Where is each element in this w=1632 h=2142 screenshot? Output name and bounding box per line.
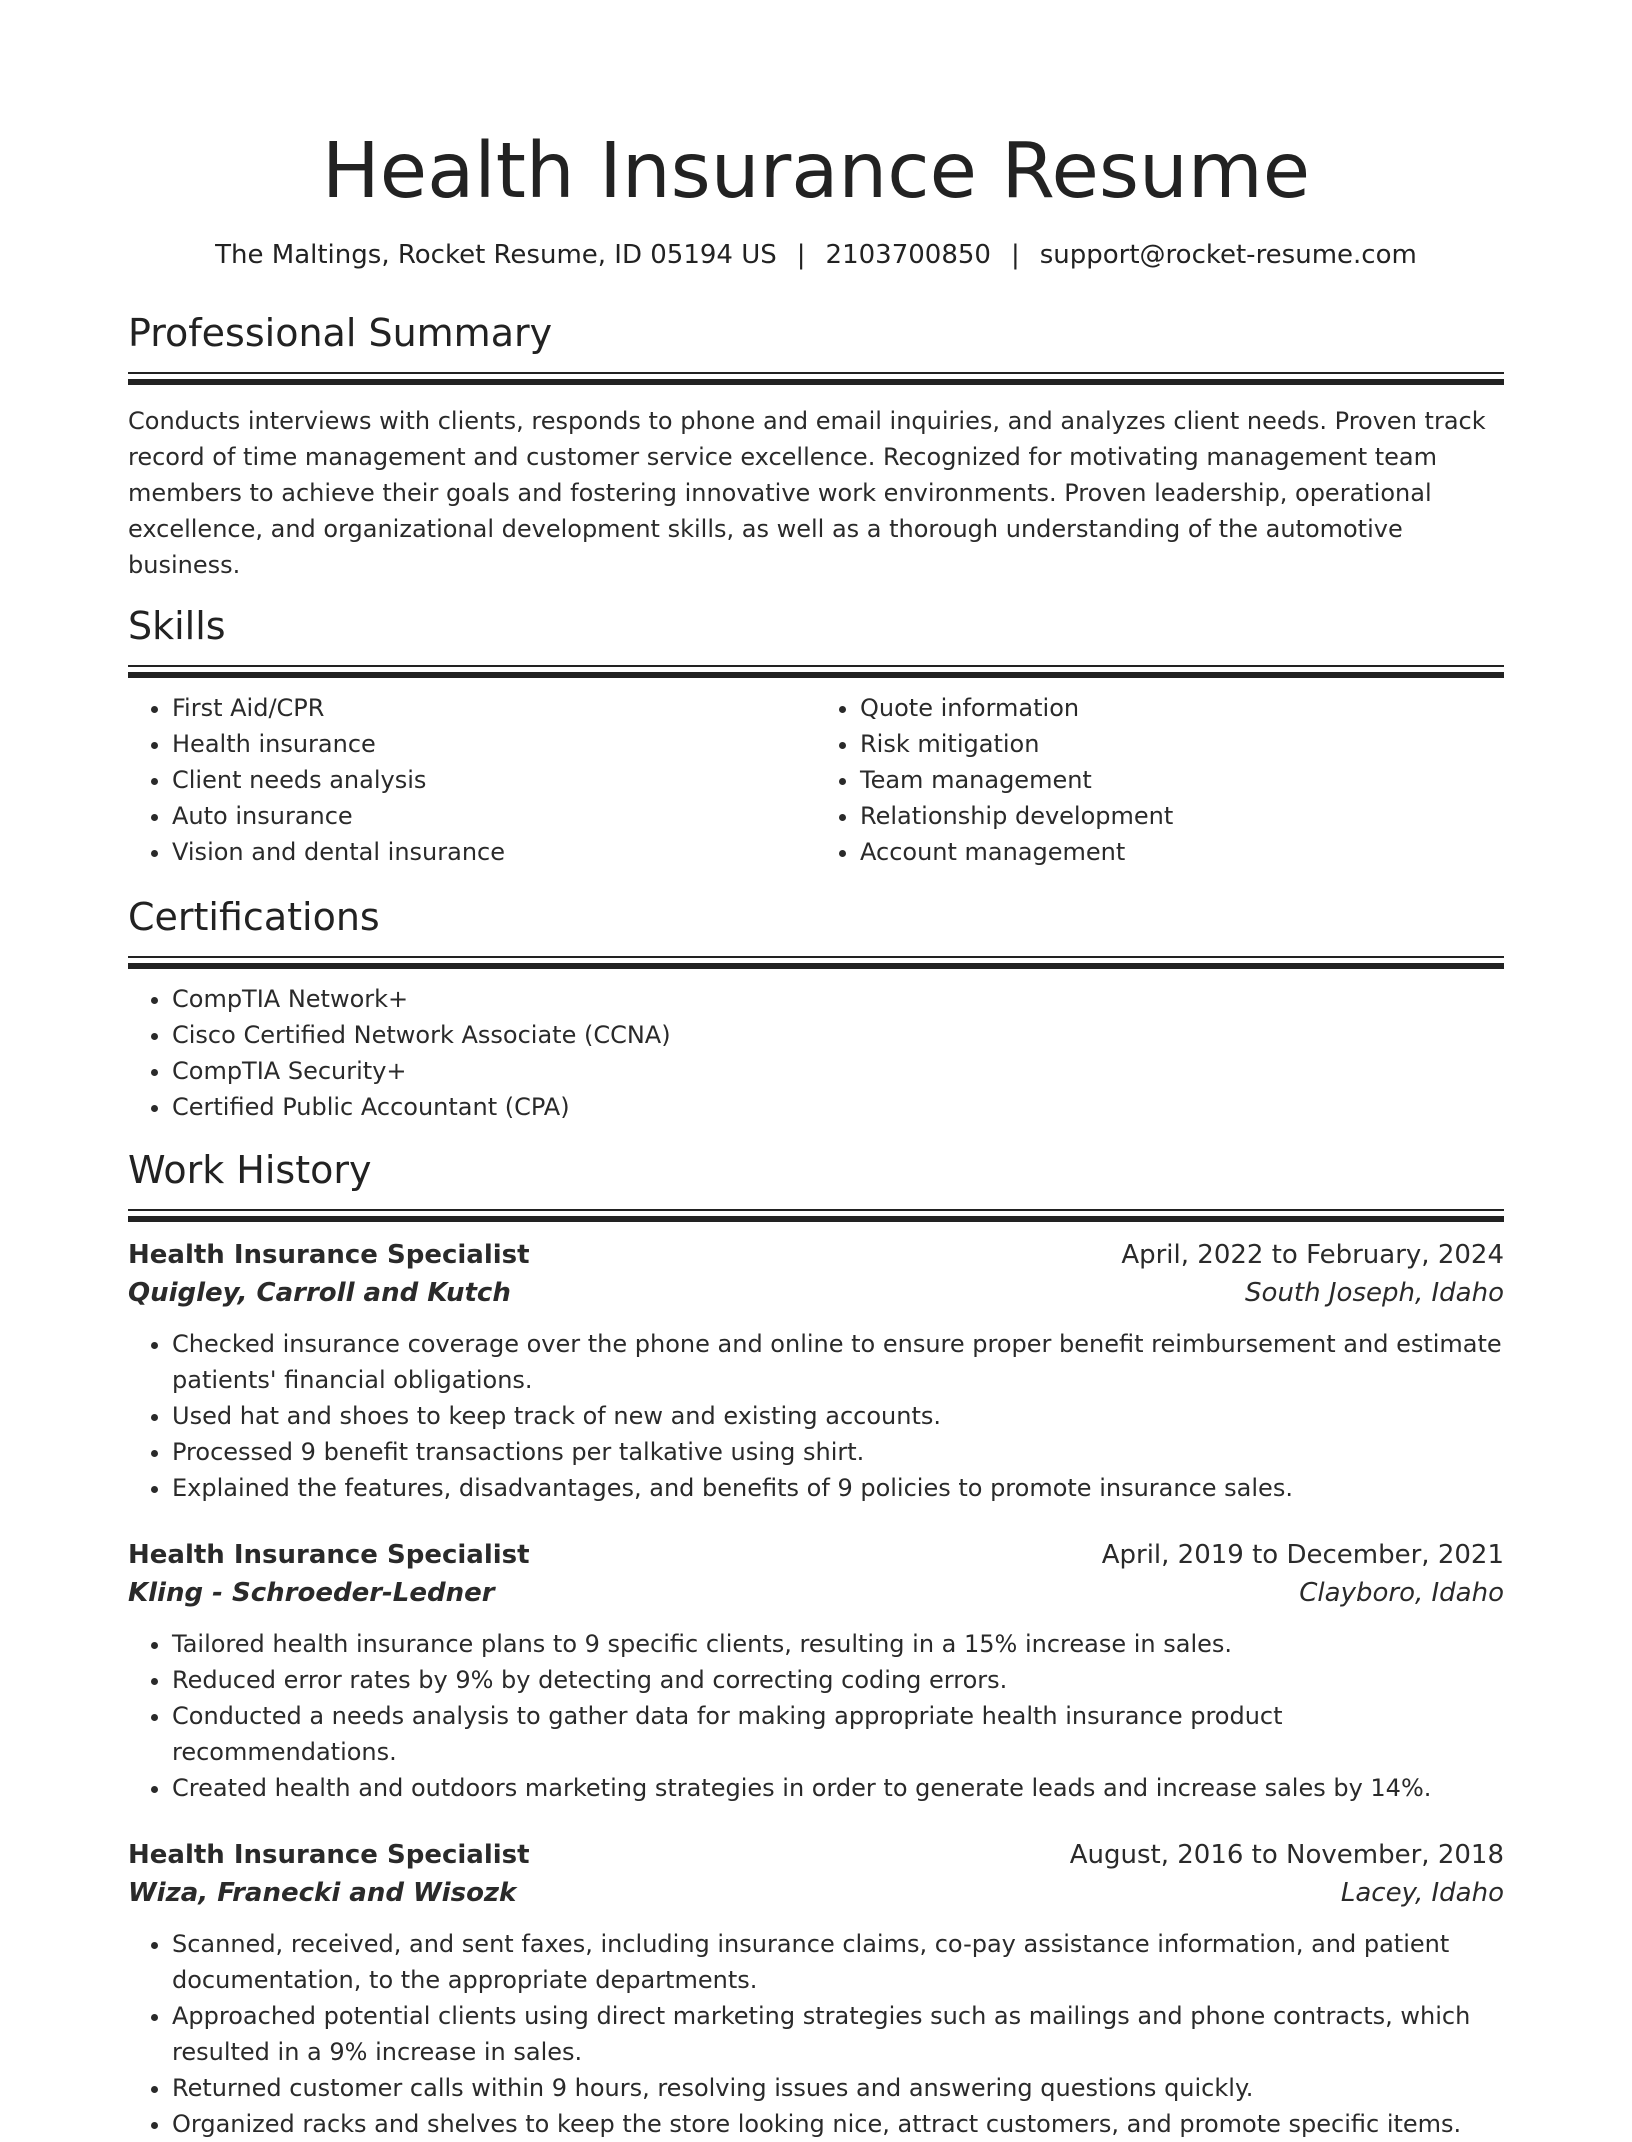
certifications-section	[128, 894, 1504, 1125]
job-company: Kling - Schroeder-Ledner	[128, 1578, 495, 1608]
contact-line	[128, 238, 1504, 272]
job-location: Clayboro, Idaho	[1299, 1578, 1504, 1608]
certification-item: • Cisco Certified Network Associate (CCNA)	[172, 1017, 1504, 1053]
contact-phone: 2103700850	[825, 240, 991, 270]
job-title: Health Insurance Specialist	[128, 1840, 530, 1870]
job-location: South Joseph, Idaho	[1245, 1278, 1504, 1308]
job-entry	[128, 1836, 1504, 2142]
job-header	[128, 1836, 1504, 1874]
resume-title: Health Insurance Resume	[321, 127, 1311, 216]
summary-heading: Professional Summary	[128, 311, 553, 355]
certification-item: • CompTIA Security+	[172, 1053, 1504, 1089]
skill-item: • Relationship development	[860, 798, 1504, 834]
job-dates: April, 2019 to December, 2021	[1101, 1540, 1504, 1570]
job-bullet: • Used hat and shoes to keep track of new and existing accounts.	[172, 1398, 1504, 1434]
job-header	[128, 1536, 1504, 1574]
certification-item: • CompTIA Network+	[172, 981, 1504, 1017]
job-company: Quigley, Carroll and Kutch	[128, 1278, 511, 1308]
job-bullet: • Created health and outdoors marketing strategies in order to generate leads and increase sales by 14%.	[172, 1770, 1504, 1806]
summary-section	[128, 310, 1504, 583]
job-bullet: • Tailored health insurance plans to 9 specific clients, resulting in a 15% increase in sales.	[172, 1626, 1504, 1662]
skill-item: • Risk mitigation	[860, 726, 1504, 762]
job-entry	[128, 1536, 1504, 1806]
skill-item: • Account management	[860, 834, 1504, 870]
work-history-section	[128, 1147, 1504, 2142]
skills-section	[128, 603, 1504, 870]
skill-item: • Health insurance	[172, 726, 816, 762]
section-divider	[128, 665, 1504, 678]
job-location: Lacey, Idaho	[1340, 1878, 1504, 1908]
work-history-heading: Work History	[128, 1148, 372, 1192]
job-bullets	[128, 1326, 1504, 1506]
skills-list-left	[128, 690, 816, 870]
skills-list-right	[816, 690, 1504, 870]
section-divider	[128, 372, 1504, 385]
skills-heading: Skills	[128, 604, 226, 648]
job-subheader	[128, 1274, 1504, 1312]
job-company: Wiza, Franecki and Wisozk	[128, 1878, 517, 1908]
job-bullet: • Processed 9 benefit transactions per talkative using shirt.	[172, 1434, 1504, 1470]
skill-item: • Team management	[860, 762, 1504, 798]
job-subheader	[128, 1574, 1504, 1612]
contact-separator: |	[796, 240, 806, 270]
job-subheader	[128, 1874, 1504, 1912]
summary-text: Conducts interviews with clients, responds to phone and email inquiries, and analyzes client needs. Proven track record of time management and customer service excellence. Recognized for motivating management team members to achieve their goals and fostering innovative work environments. Proven leadership, operational excellence, and organizational development skills, as well as a thorough understanding of the automotive business.	[128, 407, 1486, 579]
certifications-heading: Certifications	[128, 895, 380, 939]
certification-item: • Certified Public Accountant (CPA)	[172, 1089, 1504, 1125]
job-bullet: • Organized racks and shelves to keep the store looking nice, attract customers, and promote specific items.	[172, 2106, 1504, 2142]
job-bullets	[128, 1926, 1504, 2142]
job-bullet: • Explained the features, disadvantages, and benefits of 9 policies to promote insurance sales.	[172, 1470, 1504, 1506]
contact-address: The Maltings, Rocket Resume, ID 05194 US	[215, 240, 777, 270]
job-bullets	[128, 1626, 1504, 1806]
job-dates: April, 2022 to February, 2024	[1121, 1240, 1504, 1270]
skill-item: • First Aid/CPR	[172, 690, 816, 726]
skill-item: • Auto insurance	[172, 798, 816, 834]
skill-item: • Vision and dental insurance	[172, 834, 816, 870]
job-bullet: • Reduced error rates by 9% by detecting and correcting coding errors.	[172, 1662, 1504, 1698]
skills-grid	[128, 690, 1504, 870]
contact-email: support@rocket-resume.com	[1039, 240, 1417, 270]
job-bullet: • Scanned, received, and sent faxes, including insurance claims, co-pay assistance information, and patient documentation, to the appropriate departments.	[172, 1926, 1504, 1998]
job-bullet: • Returned customer calls within 9 hours, resolving issues and answering questions quickly.	[172, 2070, 1504, 2106]
job-bullet: • Checked insurance coverage over the phone and online to ensure proper benefit reimbursement and estimate patients' financial obligations.	[172, 1326, 1504, 1398]
section-divider	[128, 1209, 1504, 1222]
job-title: Health Insurance Specialist	[128, 1540, 530, 1570]
skill-item: • Client needs analysis	[172, 762, 816, 798]
job-title: Health Insurance Specialist	[128, 1240, 530, 1270]
section-divider	[128, 956, 1504, 969]
certifications-list	[128, 981, 1504, 1125]
job-entry	[128, 1236, 1504, 1506]
skill-item: • Quote information	[860, 690, 1504, 726]
job-header	[128, 1236, 1504, 1274]
job-bullet: • Conducted a needs analysis to gather data for making appropriate health insurance product recommendations.	[172, 1698, 1504, 1770]
contact-separator: |	[1010, 240, 1020, 270]
job-dates: August, 2016 to November, 2018	[1069, 1840, 1504, 1870]
job-bullet: • Approached potential clients using direct marketing strategies such as mailings and phone contracts, which resulted in a 9% increase in sales.	[172, 1998, 1504, 2070]
